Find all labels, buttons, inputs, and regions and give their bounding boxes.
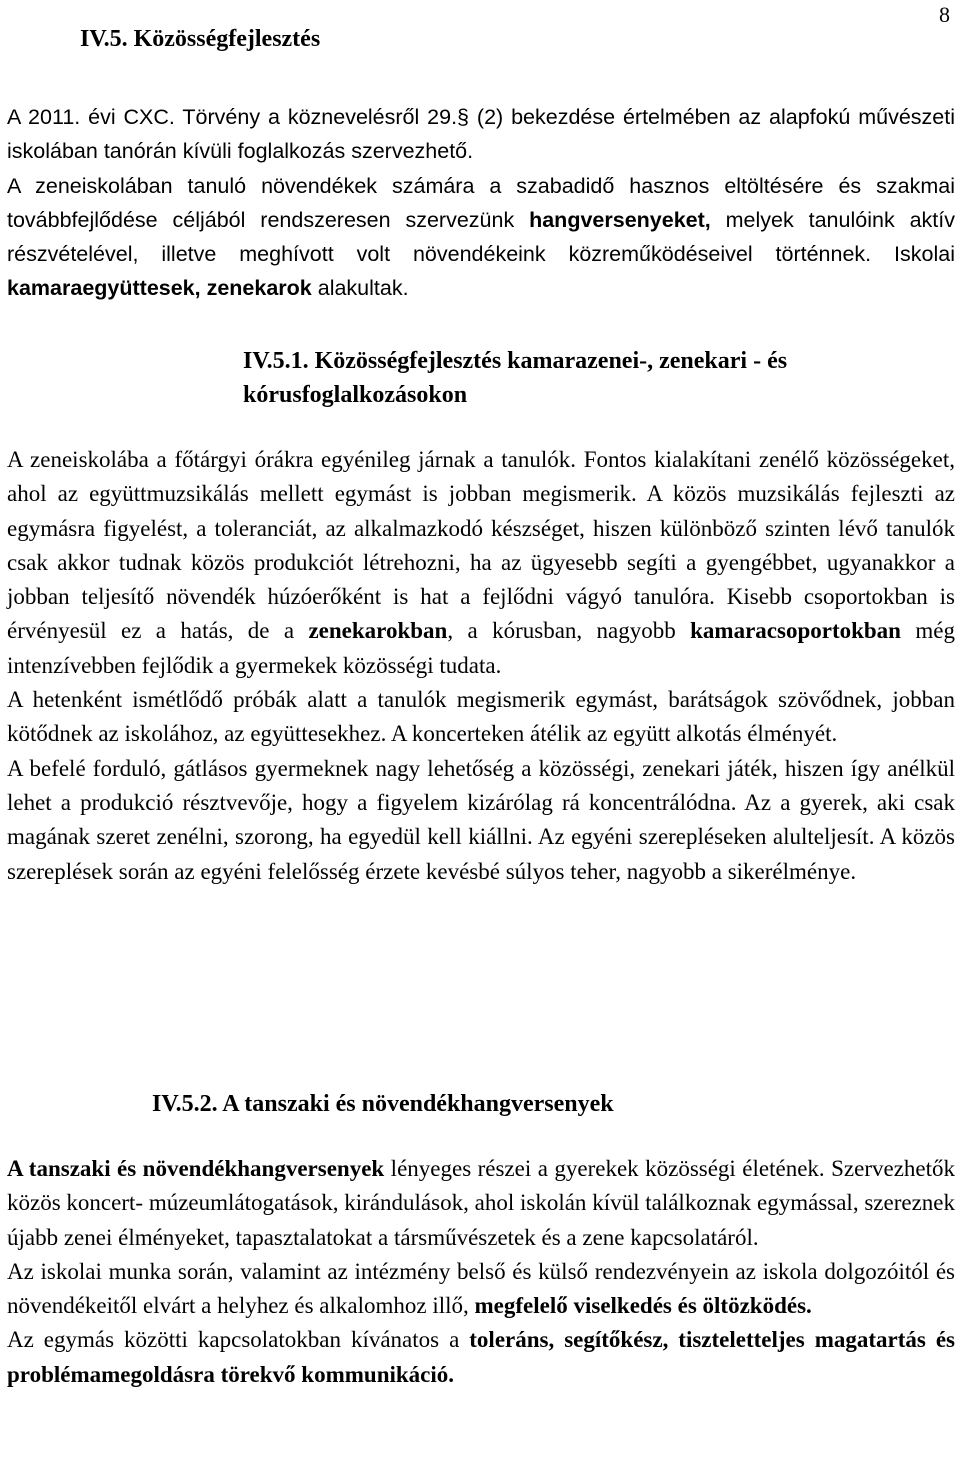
- intro-paragraph: [7, 100, 955, 306]
- behavior-text: Az iskolai munka során, valamint az intézmény belső és külső rendezvényein az iskola dolgozóitól és növendékeitől elvárt a helyhez és alkalomhoz illő,: [7, 1258, 955, 1319]
- community-paragraph: [7, 443, 955, 889]
- intro-text-3: melyek tanulóink aktív részvételével, illetve meghívott volt növendékeink közreműködéseivel történnek. Iskolai: [7, 207, 955, 267]
- subsection-heading-1: [243, 344, 787, 412]
- intro-text-2: A zeneiskolában tanuló növendékek számára a szabadidő hasznos eltöltésére és szakmai továbbfejlődése céljából rendszeresen szervezünk: [7, 173, 955, 232]
- concerts-bold: A tanszaki és növendékhangversenyek: [7, 1156, 385, 1181]
- behavior-bold: megfelelő viselkedés és öltözködés.: [474, 1293, 812, 1319]
- subsection-heading-1-line2: kórusfoglalkozásokon: [243, 382, 468, 408]
- intro-text-4: alakultak.: [311, 276, 409, 301]
- section-heading: IV.5. Közösségfejlesztés: [80, 26, 321, 52]
- shy-child-text: A befelé forduló, gátlásos gyermeknek nagy lehetőség a közösségi, zenekari játék, hiszen így anélkül lehet a produkció résztvevője, hogy a figyelem kizárólag rá koncentrálódna. Az a gyerek, aki csak magának szeret zenélni, szorong, ha egyedül kell kiállni. Az egyéni szerepléseken alulteljesít. A közös szereplések során az egyéni felelősség érzete kevésbé súlyos teher, nagyobb a sikerélménye.: [7, 755, 955, 884]
- community-text-2: , a kórusban, nagyobb: [447, 618, 691, 644]
- community-bold-1: zenekarokban: [308, 618, 448, 644]
- page-number: 8: [939, 2, 950, 27]
- community-bold-2: kamaracsoportokban: [690, 618, 901, 644]
- intro-bold-2: kamaraegyüttesek, zenekarok: [7, 276, 312, 301]
- rehearsal-text: A hetenként ismétlődő próbák alatt a tanulók megismerik egymást, barátságok szövődnek, jobban kötődnek az iskolához, az együttesekhez. A koncerteken átélik az együtt alkotás élményét.: [7, 687, 955, 747]
- intro-bold-1: hangversenyeket,: [529, 207, 711, 232]
- concerts-paragraph: [7, 1152, 955, 1392]
- subsection-heading-2: IV.5.2. A tanszaki és növendékhangversenyek: [152, 1091, 614, 1117]
- relations-text: Az egymás közötti kapcsolatokban kívánatos a: [7, 1327, 470, 1353]
- community-text-3: még intenzívebben fejlődik a gyermekek közösségi tudata.: [7, 618, 955, 678]
- intro-text-1: A 2011. évi CXC. Törvény a köznevelésről 29.§ (2) bekezdése értelmében az alapfokú művészeti iskolában tanórán kívüli foglalkozás szervezhető.: [7, 105, 955, 164]
- concerts-text: lényeges részei a gyerekek közösségi életének. Szervezhetők közös koncert- múzeumlátogatások, kirándulások, ahol iskolán kívül találkoznak egymással, szereznek újabb zenei élményeket, tapasztalatokat a társművészetek és a zene kapcsolatáról.: [7, 1156, 955, 1250]
- subsection-heading-1-line1: IV.5.1. Közösségfejlesztés kamarazenei-, zenekari - és: [243, 348, 788, 374]
- relations-bold: toleráns, segítőkész, tiszteletteljes magatartás és problémamegoldásra törekvő kommunikáció.: [7, 1327, 955, 1387]
- community-text-1: A zeneiskolába a főtárgyi órákra egyénileg járnak a tanulók. Fontos kialakítani zenélő közösségeket, ahol az együttmuzsikálás mellett egymást is jobban megismerik. A közös muzsikálás fejleszti az egymásra figyelést, a toleranciát, az alkalmazkodó készséget, hiszen különböző szinten lévő tanulók csak akkor tudnak közös produkciót létrehozni, ha az ügyesebb segíti a gyengébbet, ugyanakkor a jobban teljesítő növendék húzóerőként is hat a fejlődni vágyó tanulóra. Kisebb csoportokban is érvényesül ez a hatás, de a: [7, 447, 955, 644]
